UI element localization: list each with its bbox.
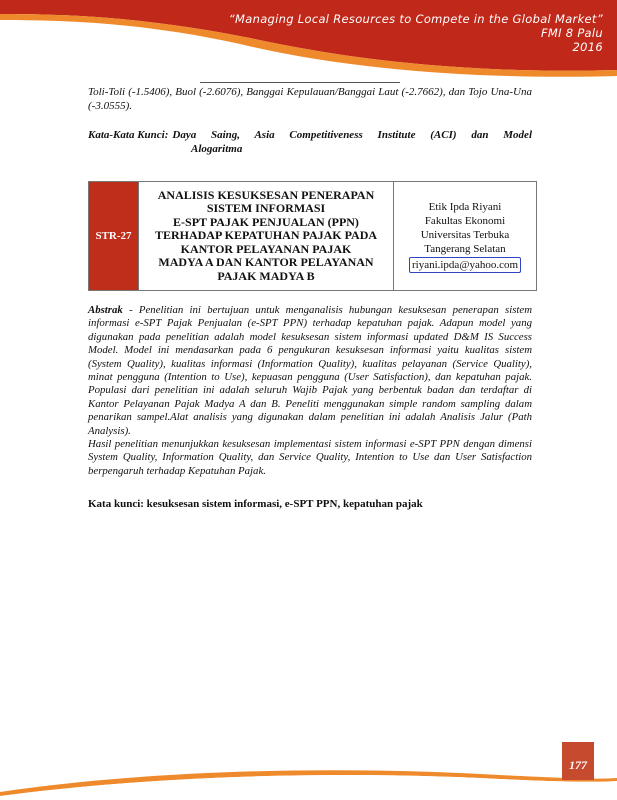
- author-name: Etik Ipda Riyani: [428, 200, 502, 213]
- paper-title-line: E-SPT PAJAK PENJUALAN (PPN): [173, 214, 359, 229]
- abstract-paragraph-1: [88, 304, 532, 438]
- author-faculty: Fakultas Ekonomi: [424, 214, 506, 227]
- abstract-text-1: - Penelitian ini bertujuan untuk menganalisis hubungan kesuksesan penerapan sistem informasi e-SPT Pajak Penjualan (e-SPT PPN) terhadap kepatuhan pajak. Adapun model yang digunakan pada penelitian adalah model kesuksesan sistem informasi updated D&M IS Success Model. Model ini mendasarkan pada 6 pengukuran kesuksesan informasi yaitu kualitas sistem (System Quality), kualitas informasi (Information Quality), kualitas pelayanan (Service Quality), minat pengguna (Intention to Use), kepuasan pengguna (User Satisfaction), dan kepatuhan pajak. Populasi dari penelitian ini adalah seluruh Wajib Pajak yang berbentuk badan dan terdaftar di Kantor Pelayanan Pajak Madya A dan B. Peneliti menggunakan simple random sampling dalam penarikan sampel.Alat analisis yang digunakan dalam penelitian ini adalah Analisis Jalur (Path Analysis).: [88, 304, 532, 437]
- previous-keywords-label: Kata-Kata Kunci:: [88, 129, 169, 141]
- paper-title-line: PAJAK MADYA B: [217, 268, 315, 283]
- conference-header: [229, 12, 603, 54]
- page-number: 177: [569, 758, 587, 772]
- abstract-paragraph-2: Hasil penelitian menunjukkan kesuksesan implementasi sistem informasi e-SPT PPN dengan dimensi System Quality, Information Quality, dan Service Quality, Intention to Use dan User Satisfaction berpengaruh terhadap Kepatuhan Pajak.: [88, 438, 532, 477]
- previous-keywords-value-2: Alogaritma: [191, 143, 243, 155]
- conference-theme: “Managing Local Resources to Compete in the Global Market”: [228, 12, 603, 26]
- author-city: Tangerang Selatan: [424, 242, 506, 255]
- abstract: [88, 304, 532, 478]
- conference-year: 2016: [572, 40, 603, 54]
- paper-info-table: [88, 181, 537, 291]
- divider-rule: [200, 82, 400, 83]
- author-info: [394, 182, 537, 291]
- keywords: Kata kunci: kesuksesan sistem informasi, e-SPT PPN, kepatuhan pajak: [88, 498, 423, 510]
- previous-keywords-value-1: Daya Saing, Asia Competitiveness Institute (ACI) dan Model: [172, 129, 532, 141]
- footer-band: [0, 740, 617, 800]
- paper-title-line: ANALISIS KESUKSESAN PENERAPAN: [157, 187, 375, 202]
- abstract-label: Abstrak: [88, 304, 123, 316]
- paper-title-line: KANTOR PELAYANAN PAJAK: [180, 241, 352, 256]
- author-email-link[interactable]: riyani.ipda@yahoo.com: [409, 257, 521, 273]
- paper-title-line: SISTEM INFORMASI: [206, 201, 326, 216]
- previous-abstract-tail: Toli-Toli (-1.5406), Buol (-2.6076), Banggai Kepulauan/Banggai Laut (-2.7662), dan Tojo Una-Una (-3.0555).: [88, 86, 532, 112]
- previous-keywords: [88, 128, 532, 156]
- author-university: Universitas Terbuka: [420, 228, 510, 241]
- paper-title: [139, 182, 394, 291]
- paper-title-line: TERHADAP KEPATUHAN PAJAK PADA: [154, 228, 378, 243]
- paper-code: STR-27: [89, 182, 139, 291]
- conference-name: FMI 8 Palu: [540, 26, 603, 40]
- paper-title-line: MADYA A DAN KANTOR PELAYANAN: [158, 255, 374, 270]
